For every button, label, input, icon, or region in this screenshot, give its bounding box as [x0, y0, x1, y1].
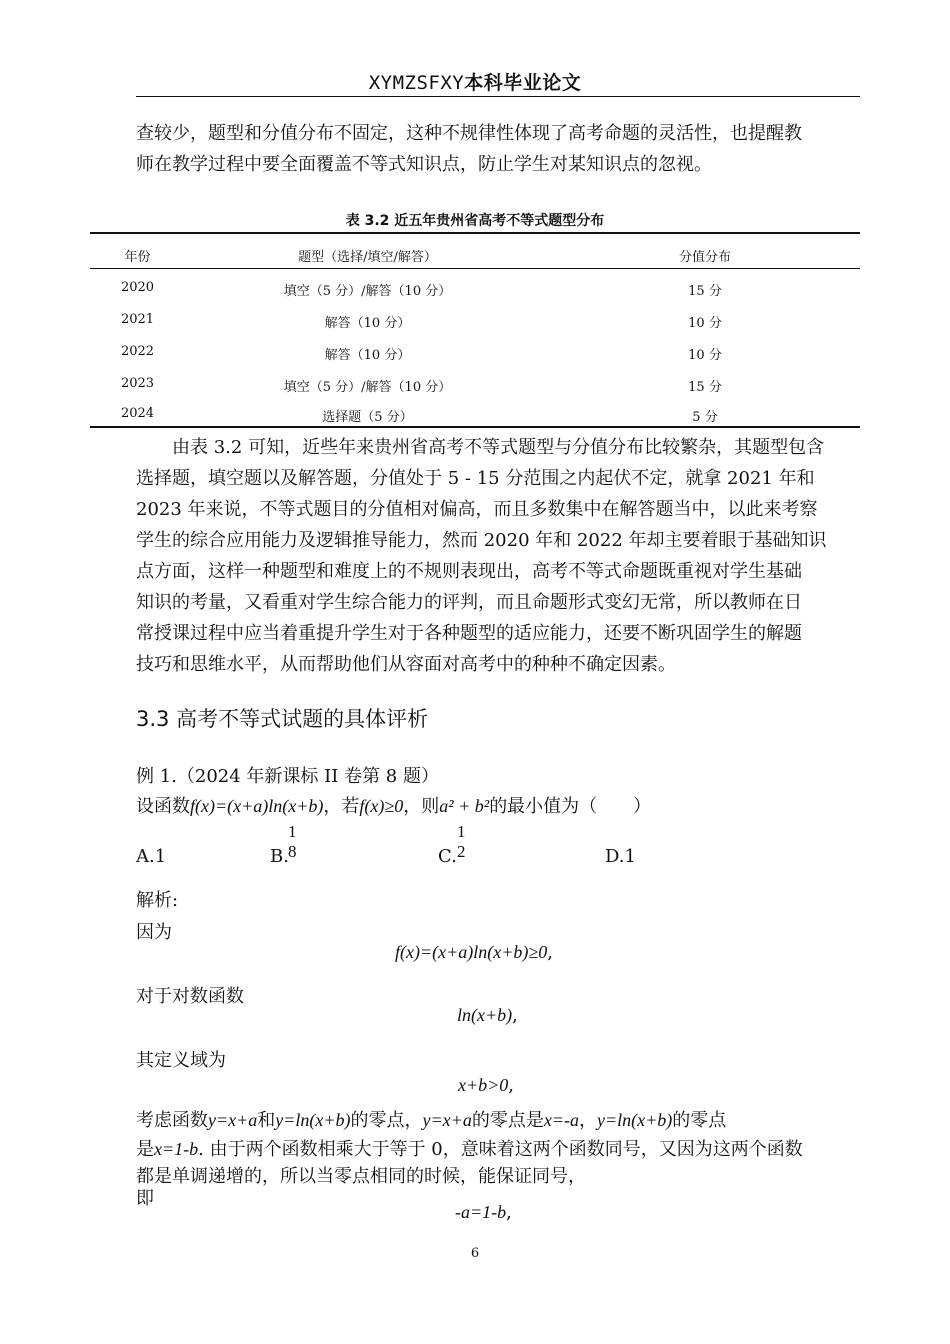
table-header-type: 题型（选择/填空/解答）: [298, 250, 437, 265]
table-header-rule: [90, 268, 860, 269]
equation-1-comma: ,: [547, 942, 553, 963]
table-header-year: 年份: [124, 250, 151, 265]
question-mid-2: ，则: [403, 796, 440, 817]
option-b: [270, 846, 289, 867]
consider-math: y=ln(x+b): [596, 1110, 673, 1130]
header-label: 本科毕业论文: [464, 72, 582, 94]
because-text: 因为: [136, 922, 172, 943]
consider-text: 的零点，: [350, 1110, 423, 1131]
table-cell-type: 解答（10 分）: [324, 348, 411, 363]
equation-1: [395, 942, 553, 963]
equation-1-body: f(x)=(x+a)ln(x+b)≥0: [395, 942, 548, 962]
page-number: 6: [470, 1246, 480, 1261]
consider-text: 的零点是: [471, 1110, 544, 1131]
header-rule: [136, 96, 860, 97]
analysis-line: 常授课过程中应当着重提升学生对于各种题型的适应能力，还要不断巩固学生的解题: [136, 623, 802, 644]
table-cell-type: 填空（5 分）/解答（10 分）: [283, 284, 452, 299]
domain-text: 其定义域为: [136, 1050, 226, 1071]
option-c-numerator: 1: [457, 822, 466, 841]
analysis-line: 知识的考量，又看重对学生综合能力的评判，而且命题形式变幻无常，所以教师在日: [136, 592, 802, 613]
option-b-denominator: 8: [288, 842, 297, 861]
question-mid-1: ，若: [323, 796, 360, 817]
table-header-score: 分值分布: [678, 250, 731, 265]
question-prefix: 设函数: [136, 796, 190, 817]
question-condition: f(x)≥0: [359, 796, 404, 816]
option-a: [136, 846, 166, 867]
analysis-paragraph: [136, 432, 860, 680]
example-question: [136, 792, 651, 818]
option-b-numerator: 1: [288, 822, 297, 841]
option-d-value: 1: [624, 846, 636, 867]
consider-text: ，: [578, 1110, 597, 1131]
ji-text: 即: [136, 1188, 154, 1209]
analysis-line: 由表 3.2 可知，近些年来贵州省高考不等式题型与分值分布比较繁杂，其题型包含: [172, 437, 825, 458]
equation-4: [455, 1202, 512, 1223]
question-function: f(x)=(x+a)ln(x+b): [190, 796, 324, 816]
option-c-denominator: 2: [457, 842, 466, 861]
intro-line-1: 查较少，题型和分值分布不固定，这种不规律性体现了高考命题的灵活性，也提醒教: [136, 123, 802, 144]
table-cell-score: 10 分: [688, 316, 722, 331]
option-c: [438, 846, 457, 867]
option-a-label: A.: [136, 846, 155, 867]
example-title: 例 1.（2024 年新课标 II 卷第 8 题）: [136, 766, 439, 787]
option-d-label: D.: [605, 846, 625, 867]
table-bottom-rule: [90, 426, 860, 428]
analysis-line: 学生的综合应用能力及逻辑推导能力，然而 2020 年和 2022 年却主要着眼于基础知识: [136, 530, 827, 551]
equation-4-comma: ,: [506, 1202, 512, 1223]
consider-line-2: [136, 1135, 860, 1161]
table-cell-score: 15 分: [688, 380, 722, 395]
consider-line-3: 都是单调递增的，所以当零点相同的时候，能保证同号，: [136, 1166, 586, 1187]
equation-2-comma: ,: [512, 1005, 518, 1026]
table-cell-score: 10 分: [688, 348, 722, 363]
consider-math: y=x+a: [208, 1110, 258, 1130]
consider-math: x=-a: [543, 1110, 579, 1130]
consider-math: y=x+a: [422, 1110, 472, 1130]
header-code: XYMZSFXY: [368, 72, 465, 94]
consider-text: 和: [257, 1110, 276, 1131]
consider-line-1: [136, 1106, 860, 1132]
table-caption: 表 3.2 近五年贵州省高考不等式题型分布: [345, 213, 605, 229]
table-cell-year: 2020: [120, 280, 155, 295]
table-cell-year: 2021: [120, 312, 155, 327]
consider-text: 是: [136, 1139, 154, 1160]
table-cell-year: 2022: [120, 344, 155, 359]
table-cell-type: 选择题（5 分）: [322, 410, 413, 425]
section-heading: 3.3 高考不等式试题的具体评析: [136, 707, 429, 731]
analysis-line: 选择题，填空题以及解答题，分值处于 5 - 15 分范围之内起伏不定，就拿 2021 年和: [136, 468, 815, 489]
table-cell-score: 5 分: [692, 410, 718, 425]
consider-text: 的零点: [672, 1110, 727, 1131]
option-d: [605, 846, 636, 867]
question-expression: a² + b²: [439, 796, 490, 816]
intro-paragraph: [136, 118, 860, 180]
consider-text: 考虑函数: [136, 1110, 208, 1131]
analysis-line: 2023 年来说，不等式题目的分值相对偏高，而且多数集中在解答题当中，以此来考察: [136, 499, 818, 520]
equation-2-body: ln(x+b): [457, 1005, 513, 1025]
analysis-label: 解析:: [136, 890, 179, 911]
option-a-value: 1: [154, 846, 167, 867]
table-cell-score: 15 分: [688, 284, 722, 299]
table-cell-type: 填空（5 分）/解答（10 分）: [283, 380, 452, 395]
table-cell-year: 2023: [120, 376, 155, 391]
equation-3: [458, 1075, 514, 1096]
equation-3-body: x+b>0: [458, 1075, 509, 1095]
table-cell-year: 2024: [120, 406, 155, 421]
intro-line-2: 师在教学过程中要全面覆盖不等式知识点，防止学生对某知识点的忽视。: [136, 154, 712, 175]
consider-text: . 由于两个函数相乘大于等于 0，意味着这两个函数同号，又因为这两个函数: [198, 1139, 803, 1160]
equation-2: [457, 1005, 518, 1026]
analysis-line: 技巧和思维水平，从而帮助他们从容面对高考中的种种不确定因素。: [136, 654, 676, 675]
running-header: [0, 68, 950, 95]
equation-4-body: -a=1-b: [455, 1202, 507, 1222]
question-suffix: 的最小值为（ ）: [489, 796, 652, 817]
consider-math: y=ln(x+b): [275, 1110, 351, 1130]
option-c-label: C.: [438, 846, 457, 867]
table-cell-type: 解答（10 分）: [324, 316, 411, 331]
table-top-rule: [90, 232, 860, 234]
equation-3-comma: ,: [508, 1075, 515, 1096]
option-b-label: B.: [270, 846, 289, 867]
option-b-fraction: [288, 822, 297, 862]
log-function-text: 对于对数函数: [136, 986, 244, 1007]
consider-math: x=1-b: [154, 1139, 199, 1159]
option-c-fraction: [457, 822, 466, 862]
analysis-line: 点方面，这样一种题型和难度上的不规则表现出，高考不等式命题既重视对学生基础: [136, 561, 802, 582]
